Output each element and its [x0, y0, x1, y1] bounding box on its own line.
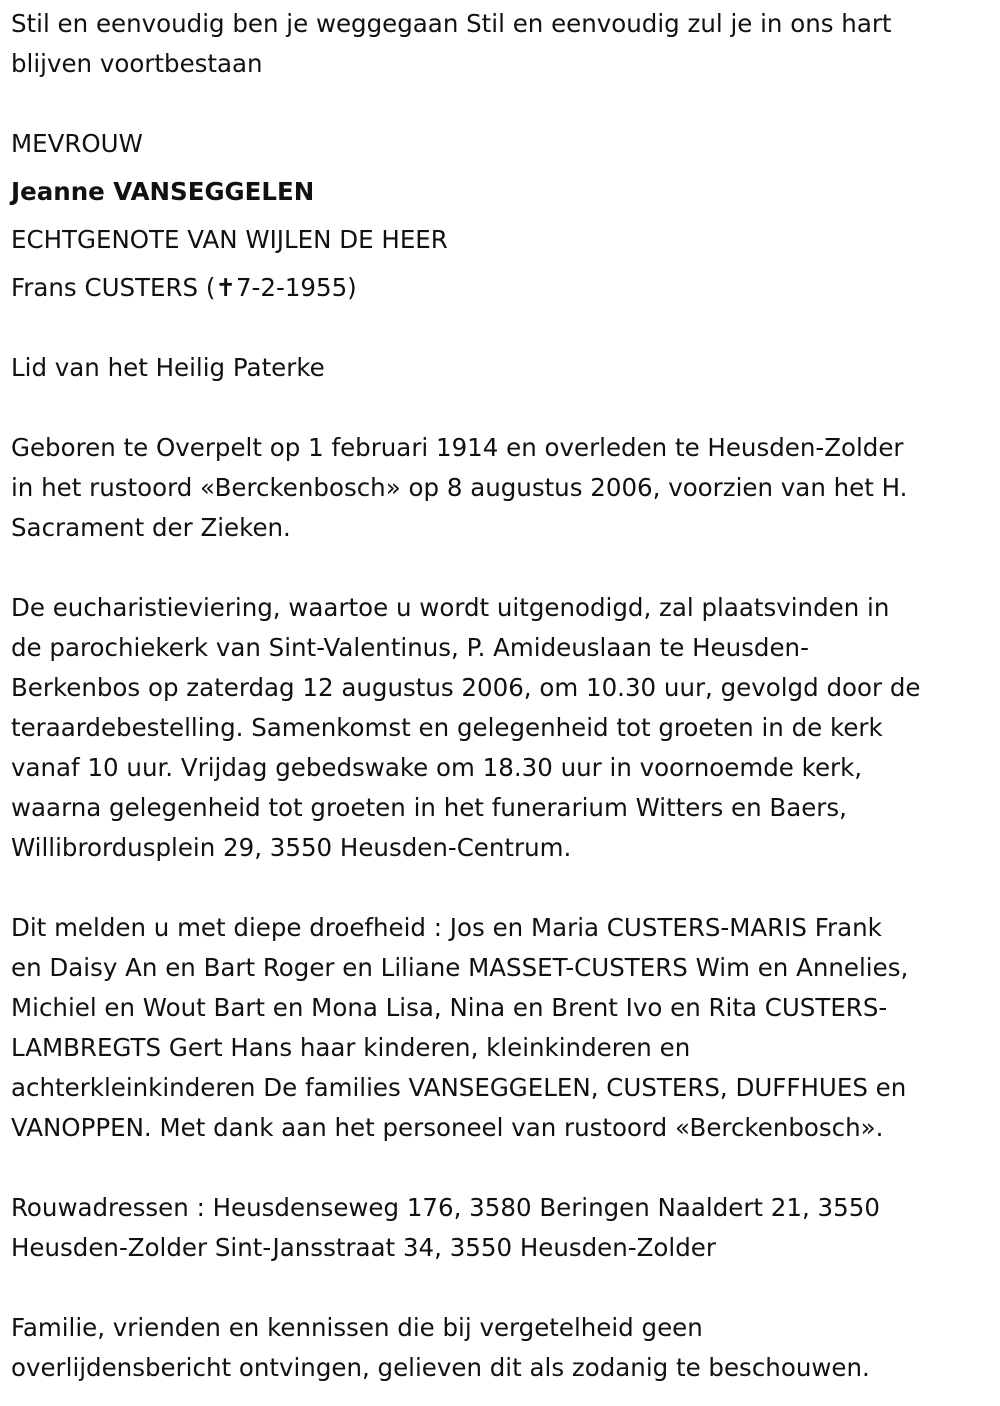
obituary-notice	[11, 4, 991, 1388]
deceased-name: Jeanne VANSEGGELEN	[11, 177, 315, 206]
spouse-text: Frans CUSTERS (✝7-2-1955)	[11, 273, 357, 302]
birth-death-paragraph: Geboren te Overpelt op 1 februari 1914 en overleden te Heusden-Zolder in het rustoord «Berckenbosch» op 8 augustus 2006, voorzien van het H. Sacrament der Zieken.	[11, 433, 908, 542]
addresses-paragraph: Rouwadressen : Heusdenseweg 176, 3580 Beringen Naaldert 21, 3550 Heusden-Zolder Sint-Jansstraat 34, 3550 Heusden-Zolder	[11, 1193, 880, 1262]
honorific-title: MEVROUW	[11, 129, 143, 158]
motto-text: Stil en eenvoudig ben je weggegaan Stil en eenvoudig zul je in ons hart blijven voortbestaan	[11, 9, 892, 78]
relation-text: ECHTGENOTE VAN WIJLEN DE HEER	[11, 225, 448, 254]
closing-paragraph: Familie, vrienden en kennissen die bij vergetelheid geen overlijdensbericht ontvingen, gelieven dit als zodanig te beschouwen.	[11, 1313, 870, 1382]
ceremony-paragraph: De eucharistieviering, waartoe u wordt uitgenodigd, zal plaatsvinden in de parochiekerk van Sint-Valentinus, P. Amideuslaan te Heusden- Berkenbos op zaterdag 12 augustus 2006, om 10.30 uur, gevolgd door de teraardebestelling. Samenkomst en gelegenheid tot groeten in de kerk vanaf 10 uur. Vrijdag gebedswake om 18.30 uur in voornoemde kerk, waarna gelegenheid tot groeten in het funerarium Witters en Baers, Willibrordusplein 29, 3550 Heusden-Centrum.	[11, 593, 921, 862]
family-paragraph: Dit melden u met diepe droefheid : Jos en Maria CUSTERS-MARIS Frank en Daisy An en Bart Roger en Liliane MASSET-CUSTERS Wim en Annelies, Michiel en Wout Bart en Mona Lisa, Nina en Brent Ivo en Rita CUSTERS- LAMBREGTS Gert Hans haar kinderen, kleinkinderen en achterkleinkinderen De families VANSEGGELEN, CUSTERS, DUFFHUES en VANOPPEN. Met dank aan het personeel van rustoord «Berckenbosch».	[11, 913, 909, 1142]
membership-text: Lid van het Heilig Paterke	[11, 353, 325, 382]
